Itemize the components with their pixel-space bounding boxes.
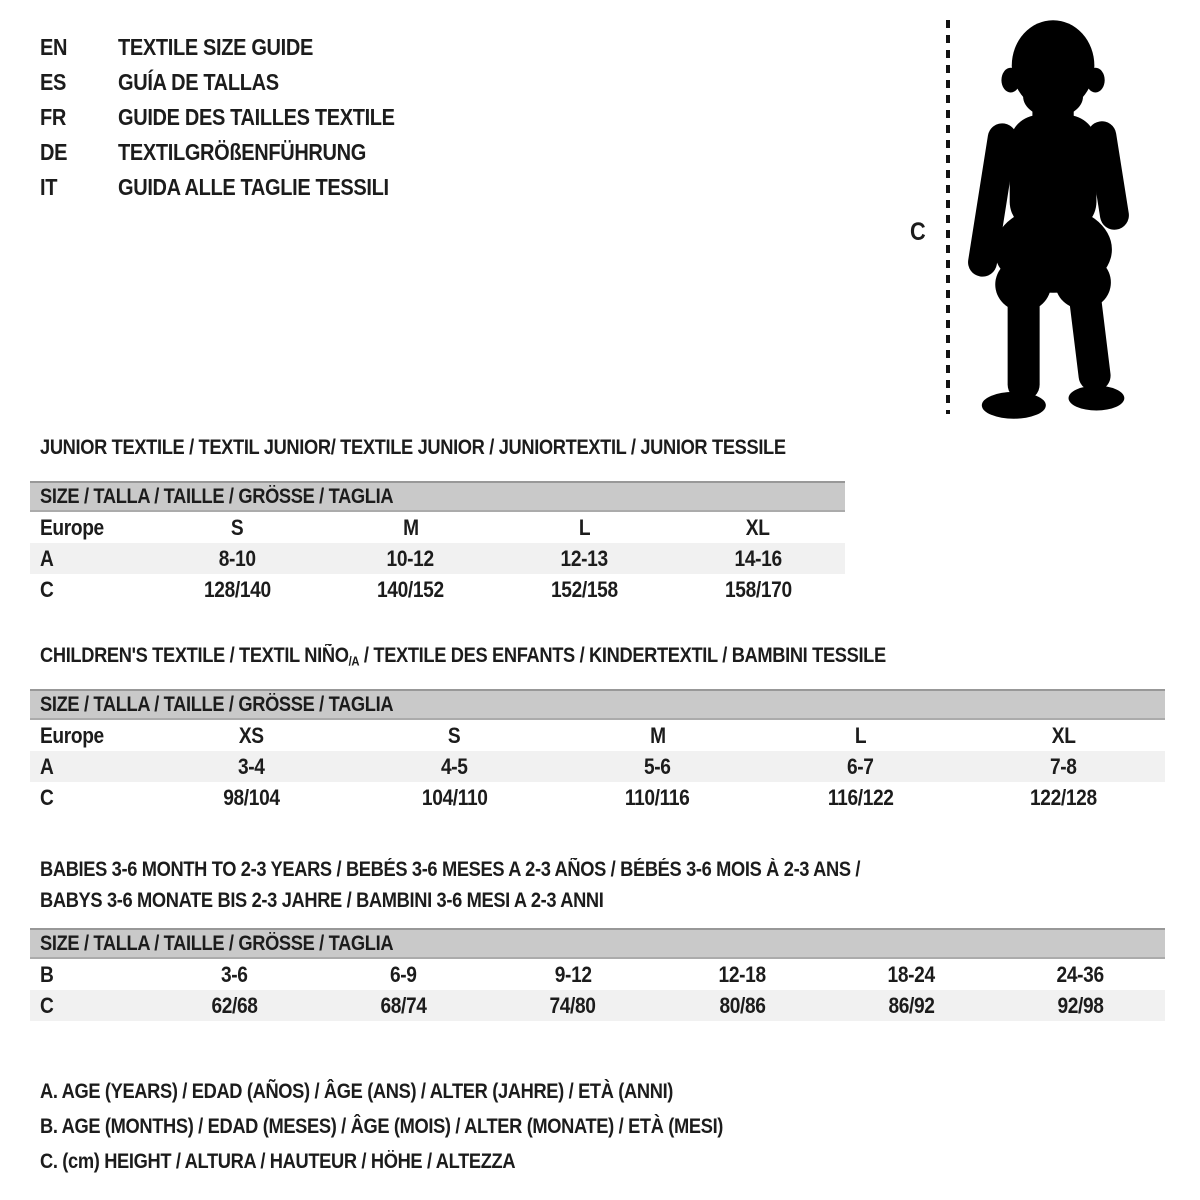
language-row [40, 65, 436, 100]
language-row [40, 100, 436, 135]
footnote-age-years: A. AGE (YEARS) / EDAD (AÑOS) / ÂGE (ANS) / ALTER (JAHRE) / ETÀ (ANNI) [40, 1079, 674, 1103]
children-section-title: CHILDREN'S TEXTILE / TEXTIL NIÑO/A / TEXTILE DES ENFANTS / KINDERTEXTIL / BAMBINI TESSILE [40, 644, 886, 669]
language-row [40, 135, 436, 170]
age-value: 3-4 [238, 753, 265, 779]
size-value: XL [1051, 722, 1076, 748]
language-code: DE [40, 139, 68, 165]
table-row-europe [30, 720, 1165, 751]
size-value: XL [746, 514, 771, 540]
height-value: 80/86 [718, 992, 766, 1018]
size-value: S [230, 514, 244, 540]
months-value: 12-18 [718, 961, 766, 987]
height-value: 116/122 [827, 784, 894, 810]
guide-title: TEXTILE SIZE GUIDE [118, 34, 313, 60]
row-label: Europe [40, 722, 104, 748]
age-value: 12-13 [560, 545, 608, 571]
children-size-table [30, 689, 1165, 813]
months-value: 9-12 [554, 961, 592, 987]
height-value: 122/128 [1030, 784, 1097, 810]
height-value: 74/80 [549, 992, 596, 1018]
guide-title: GUIDE DES TAILLES TEXTILE [118, 104, 395, 130]
size-value: L [578, 514, 591, 540]
height-measure-label: C [910, 218, 926, 246]
junior-section-title: JUNIOR TEXTILE / TEXTIL JUNIOR/ TEXTILE JUNIOR / JUNIORTEXTIL / JUNIOR TESSILE [40, 436, 786, 459]
size-value: S [448, 722, 461, 748]
height-value: 104/110 [421, 784, 488, 810]
table-row-europe [30, 512, 845, 543]
babies-size-table [30, 928, 1165, 1021]
row-label: C [40, 576, 54, 602]
guide-title: TEXTILGRÖßENFÜHRUNG [118, 139, 366, 165]
age-value: 14-16 [734, 545, 782, 571]
language-code: ES [40, 69, 67, 95]
size-table-header-bar [30, 928, 1165, 959]
months-value: 24-36 [1056, 961, 1105, 987]
height-value: 128/140 [203, 576, 271, 602]
row-label: Europe [40, 514, 104, 540]
language-code: EN [40, 34, 68, 60]
table-row-height [30, 574, 845, 605]
language-title-list [40, 30, 436, 205]
size-value: M [649, 722, 666, 748]
months-value: 18-24 [887, 961, 935, 987]
age-value: 10-12 [387, 545, 435, 571]
row-label: A [40, 545, 54, 571]
height-value: 98/104 [223, 784, 280, 810]
height-value: 158/170 [724, 576, 792, 602]
babies-title-line2: BABYS 3-6 MONATE BIS 2-3 JAHRE / BAMBINI 3-6 MESI A 2-3 ANNI [40, 889, 604, 912]
size-table-header-bar [30, 481, 845, 512]
months-value: 6-9 [390, 961, 418, 987]
guide-title: GUÍA DE TALLAS [118, 69, 279, 95]
table-row-months [30, 959, 1165, 990]
row-label: C [40, 784, 54, 810]
height-value: 140/152 [377, 576, 444, 602]
title-subscript: /A [348, 653, 360, 669]
size-value: XS [239, 722, 264, 748]
months-value: 3-6 [221, 961, 248, 987]
table-row-age [30, 543, 845, 574]
language-code: FR [40, 104, 66, 130]
height-value: 110/116 [625, 784, 690, 810]
babies-section-title [40, 854, 983, 916]
size-header-label: SIZE / TALLA / TAILLE / GRÖSSE / TAGLIA [40, 931, 394, 955]
age-value: 8-10 [218, 545, 256, 571]
table-row-height [30, 990, 1165, 1021]
age-value: 4-5 [441, 753, 468, 779]
table-row-height [30, 782, 1165, 813]
age-value: 7-8 [1050, 753, 1077, 779]
size-value: M [402, 514, 419, 540]
size-header-label: SIZE / TALLA / TAILLE / GRÖSSE / TAGLIA [40, 484, 394, 508]
size-value: L [854, 722, 867, 748]
baby-silhouette-icon [958, 14, 1144, 427]
row-label: C [40, 992, 54, 1018]
footnote-age-months: B. AGE (MONTHS) / EDAD (MESES) / ÂGE (MOIS) / ALTER (MONATE) / ETÀ (MESI) [40, 1114, 724, 1138]
height-measure-dashed-line [946, 20, 950, 414]
height-value: 92/98 [1057, 992, 1104, 1018]
size-table-header-bar [30, 689, 1165, 720]
age-value: 6-7 [847, 753, 874, 779]
row-label: A [40, 753, 54, 779]
height-value: 62/68 [211, 992, 258, 1018]
babies-title-line1: BABIES 3-6 MONTH TO 2-3 YEARS / BEBÉS 3-6 MESES A 2-3 AÑOS / BÉBÉS 3-6 MOIS À 2-3 ANS / [40, 858, 861, 881]
table-row-age [30, 751, 1165, 782]
language-row [40, 30, 436, 65]
footnote-legend [40, 1074, 825, 1179]
junior-size-table [30, 481, 845, 605]
size-header-label: SIZE / TALLA / TAILLE / GRÖSSE / TAGLIA [40, 692, 394, 716]
height-value: 68/74 [380, 992, 427, 1018]
row-label: B [40, 961, 54, 987]
height-value: 86/92 [888, 992, 935, 1018]
language-code: IT [40, 174, 58, 200]
guide-title: GUIDA ALLE TAGLIE TESSILI [118, 174, 389, 200]
age-value: 5-6 [644, 753, 671, 779]
footnote-height-cm: C. (cm) HEIGHT / ALTURA / HAUTEUR / HÖHE / ALTEZZA [40, 1149, 516, 1173]
height-value: 152/158 [550, 576, 618, 602]
language-row [40, 170, 436, 205]
